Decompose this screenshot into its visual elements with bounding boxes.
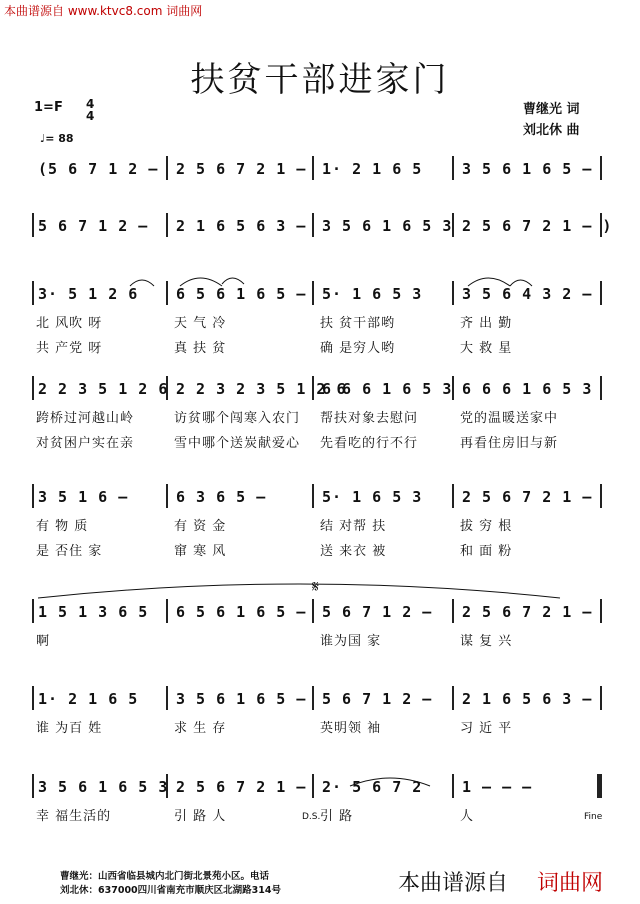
measure-notes: 1· 2 1 6 5 [38, 690, 139, 708]
lyric-verse-1: 拔 穷 根 [460, 519, 513, 534]
lyric-verse-1: 求 生 存 [174, 721, 227, 736]
lyric-verse-2: 和 面 粉 [460, 544, 513, 559]
lyric-verse-1: 跨桥过河越山岭 [36, 411, 135, 426]
lyric-verse-1: 谋 复 兴 [460, 634, 513, 649]
slur [350, 778, 430, 786]
lyric-verse-1: 人 [460, 809, 475, 824]
lyric-verse-1: 帮扶对象去慰问 [320, 411, 419, 426]
lyric-verse-1: 党的温暖送家中 [460, 411, 559, 426]
measure-notes: 2 5 6 7 2 1 – [176, 778, 307, 796]
lyric-verse-1: 英明领 袖 [320, 721, 382, 736]
lyric-verse-2: 共 产党 呀 [36, 341, 103, 356]
measure-notes: 2 1 6 5 6 3 – [462, 690, 593, 708]
watermark-source: 本曲谱源自 [398, 871, 509, 896]
measure-notes: 2 5 6 7 2 1 – [176, 160, 307, 178]
lyric-verse-1: 谁 为百 姓 [36, 721, 103, 736]
measure-notes: 5 6 7 1 2 – [322, 603, 433, 621]
lyric-verse-1: 结 对帮 扶 [320, 519, 387, 534]
measure-notes: 1· 2 1 6 5 [322, 160, 423, 178]
lyric-verse-2: 送 来衣 被 [320, 544, 387, 559]
measure-notes: 6 5 6 1 6 5 – [176, 285, 307, 303]
lyric-verse-2: 是 否住 家 [36, 544, 103, 559]
lyric-verse-1: 扶 贫干部哟 [320, 316, 396, 331]
measure-notes: 3 5 1 6 – [38, 488, 129, 506]
lyric-verse-2: 真 扶 贫 [174, 341, 227, 356]
lyric-verse-2: 雪中哪个送炭献爱心 [174, 436, 301, 451]
measure-notes: 3· 5 1 2 6 [38, 285, 139, 303]
measure-notes: 2 1 6 5 6 3 – [176, 217, 307, 235]
phrase-slur [38, 584, 560, 598]
lyric-verse-1: 齐 出 勤 [460, 316, 513, 331]
slur [130, 280, 154, 286]
lyric-verse-1: 谁为国 家 [320, 634, 382, 649]
measure-notes: 3 5 6 4 3 2 – [462, 285, 593, 303]
composer-credit: 刘北休 曲 [523, 123, 580, 138]
measure-notes: 5 6 7 1 2 – [322, 690, 433, 708]
tempo-marking: ♩= 88 [40, 132, 74, 145]
measure-notes: 5 6 7 1 2 – [38, 217, 149, 235]
footer-address-2: 刘北休：637000四川省南充市顺庆区北湖路314号 [60, 885, 281, 896]
key-signature: 1=F [34, 100, 63, 115]
lyric-verse-2: 对贫困户实在亲 [36, 436, 135, 451]
measure-notes: (5 6 7 1 2 – [38, 160, 159, 178]
slur [468, 278, 510, 286]
measure-notes: 2· 5 6 7 2 [322, 778, 423, 796]
fine-marking: Fine [584, 812, 603, 822]
measure-notes: 1 5 1 3 6 5 [38, 603, 149, 621]
measure-notes: 3 5 6 1 6 5 3 [38, 778, 169, 796]
lyric-verse-1: 有 物 质 [36, 519, 89, 534]
lyric-verse-1: 访贫哪个闯寒入农门 [174, 411, 301, 426]
lyric-verse-1: 引 路 人 [174, 809, 227, 824]
measure-notes: 3 5 6 1 6 5 – [462, 160, 593, 178]
site-header: 本曲谱源自 www.ktvc8.com 词曲网 [4, 4, 203, 18]
measure-notes: 6 6 6 1 6 5 3 [322, 380, 453, 398]
slur [180, 278, 222, 286]
lyric-verse-2: 大 救 星 [460, 341, 513, 356]
measure-notes: 2 5 6 7 2 1 – [462, 488, 593, 506]
slur [510, 280, 532, 286]
lyric-verse-1: 啊 [36, 634, 51, 649]
measure-notes: 6 6 6 1 6 5 3 [462, 380, 593, 398]
segno-sign: 𝄋 [312, 577, 319, 596]
lyric-verse-2: 先看吃的行不行 [320, 436, 419, 451]
slur [222, 278, 244, 284]
measure-notes: 3 5 6 1 6 5 3 [322, 217, 453, 235]
meter-top: 4 [86, 97, 95, 111]
measure-notes: 6 3 6 5 – [176, 488, 267, 506]
measure-notes: 3 5 6 1 6 5 – [176, 690, 307, 708]
ds-marking: D.S. [302, 812, 321, 822]
lyric-verse-2: 再看住房旧与新 [460, 436, 559, 451]
measure-notes: 2 5 6 7 2 1 – ) [462, 217, 613, 235]
measure-notes: 5· 1 6 5 3 [322, 285, 423, 303]
lyric-verse-1: 天 气 冷 [174, 316, 227, 331]
measure-notes: 2 2 3 2 3 5 1 2 6 [176, 380, 347, 398]
song-title: 扶贫干部进家门 [190, 60, 450, 100]
lyric-verse-2: 窜 寒 风 [174, 544, 227, 559]
lyricist-credit: 曹继光 词 [523, 102, 580, 117]
lyric-verse-1: 北 风吹 呀 [36, 316, 103, 331]
footer-address-1: 曹继光：山西省临县城内北门街北景苑小区。电话 [60, 871, 270, 882]
lyric-verse-2: 确 是穷人哟 [320, 341, 396, 356]
lyric-verse-1: 幸 福生活的 [36, 809, 112, 824]
lyric-verse-1: 习 近 平 [460, 721, 513, 736]
meter-bottom: 4 [86, 109, 95, 123]
watermark-site: 词曲网 [537, 871, 604, 896]
lyric-verse-1: 引 路 [320, 809, 354, 824]
measure-notes: 6 5 6 1 6 5 – [176, 603, 307, 621]
measure-notes: 1 – – – [462, 778, 533, 796]
lyric-verse-1: 有 资 金 [174, 519, 227, 534]
measure-notes: 2 2 3 5 1 2 6 [38, 380, 169, 398]
measure-notes: 2 5 6 7 2 1 – [462, 603, 593, 621]
measure-notes: 5· 1 6 5 3 [322, 488, 423, 506]
